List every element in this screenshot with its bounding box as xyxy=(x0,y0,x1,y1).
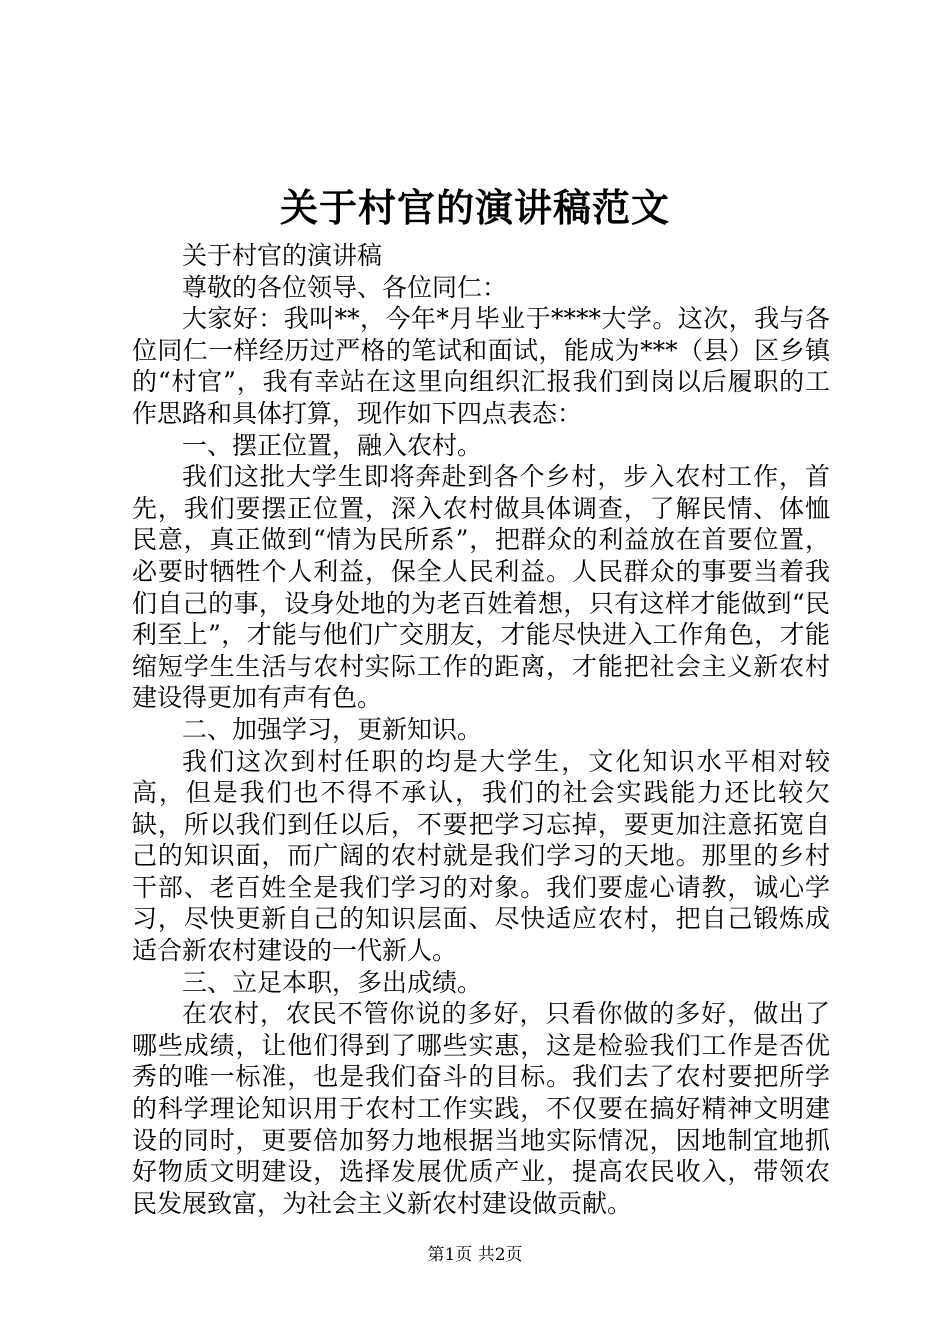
paragraph-section-3: 在农村，农民不管你说的多好，只看你做的多好，做出了哪些成绩，让他们得到了哪些实惠，这是检验我们工作是否优秀的唯一标准，也是我们奋斗的目标。我们去了农村要把所学的科学理论知识用于农村工作实践，不仅要在搞好精神文明建设的同时，更要倍加努力地根据当地实际情况，因地制宜地抓好物质文明建设，选择发展优质产业，提高农民收入，带领农民发展致富，为社会主义新农村建设做贡献。 xyxy=(132,999,830,1218)
document-title: 关于村官的演讲稿范文 xyxy=(279,185,670,230)
section-heading-3: 三、立足本职，多出成绩。 xyxy=(182,967,483,997)
page-number-footer: 第1页 共2页 xyxy=(427,1245,523,1265)
document-body xyxy=(132,240,830,1219)
paragraph-section-1: 我们这批大学生即将奔赴到各个乡村，步入农村工作，首先，我们要摆正位置，深入农村做具体调查，了解民情、体恤民意，真正做到“情为民所系”，把群众的利益放在首要位置，必要时牺牲个人利益，保全人民利益。人民群众的事要当着我们自己的事，设身处地的为老百姓着想，只有这样才能做到“民利至上”，才能与他们广交朋友，才能尽快进入工作角色，才能缩短学生生活与农村实际工作的距离，才能把社会主义新农村建设得更加有声有色。 xyxy=(132,462,830,713)
paragraph-salutation: 尊敬的各位领导、各位同仁： xyxy=(182,272,508,302)
paragraph-intro: 大家好：我叫**，今年*月毕业于****大学。这次，我与各位同仁一样经历过严格的笔试和面试，能成为***（县）区乡镇的“村官”，我有幸站在这里向组织汇报我们到岗以后履职的工作思路和具体打算，现作如下四点表态： xyxy=(132,304,830,428)
section-heading-2: 二、加强学习，更新知识。 xyxy=(182,714,483,744)
paragraph-section-2: 我们这次到村任职的均是大学生，文化知识水平相对较高，但是我们也不得不承认，我们的社会实践能力还比较欠缺，所以我们到任以后，不要把学习忘掉，要更加注意拓宽自己的知识面，而广阔的农村就是我们学习的天地。那里的乡村干部、老百姓全是我们学习的对象。我们要虚心请教，诚心学习，尽快更新自己的知识层面、尽快适应农村，把自己锻炼成适合新农村建设的一代新人。 xyxy=(132,746,830,966)
section-heading-1: 一、摆正位置，融入农村。 xyxy=(182,430,483,460)
paragraph-subtitle: 关于村官的演讲稿 xyxy=(182,241,383,270)
